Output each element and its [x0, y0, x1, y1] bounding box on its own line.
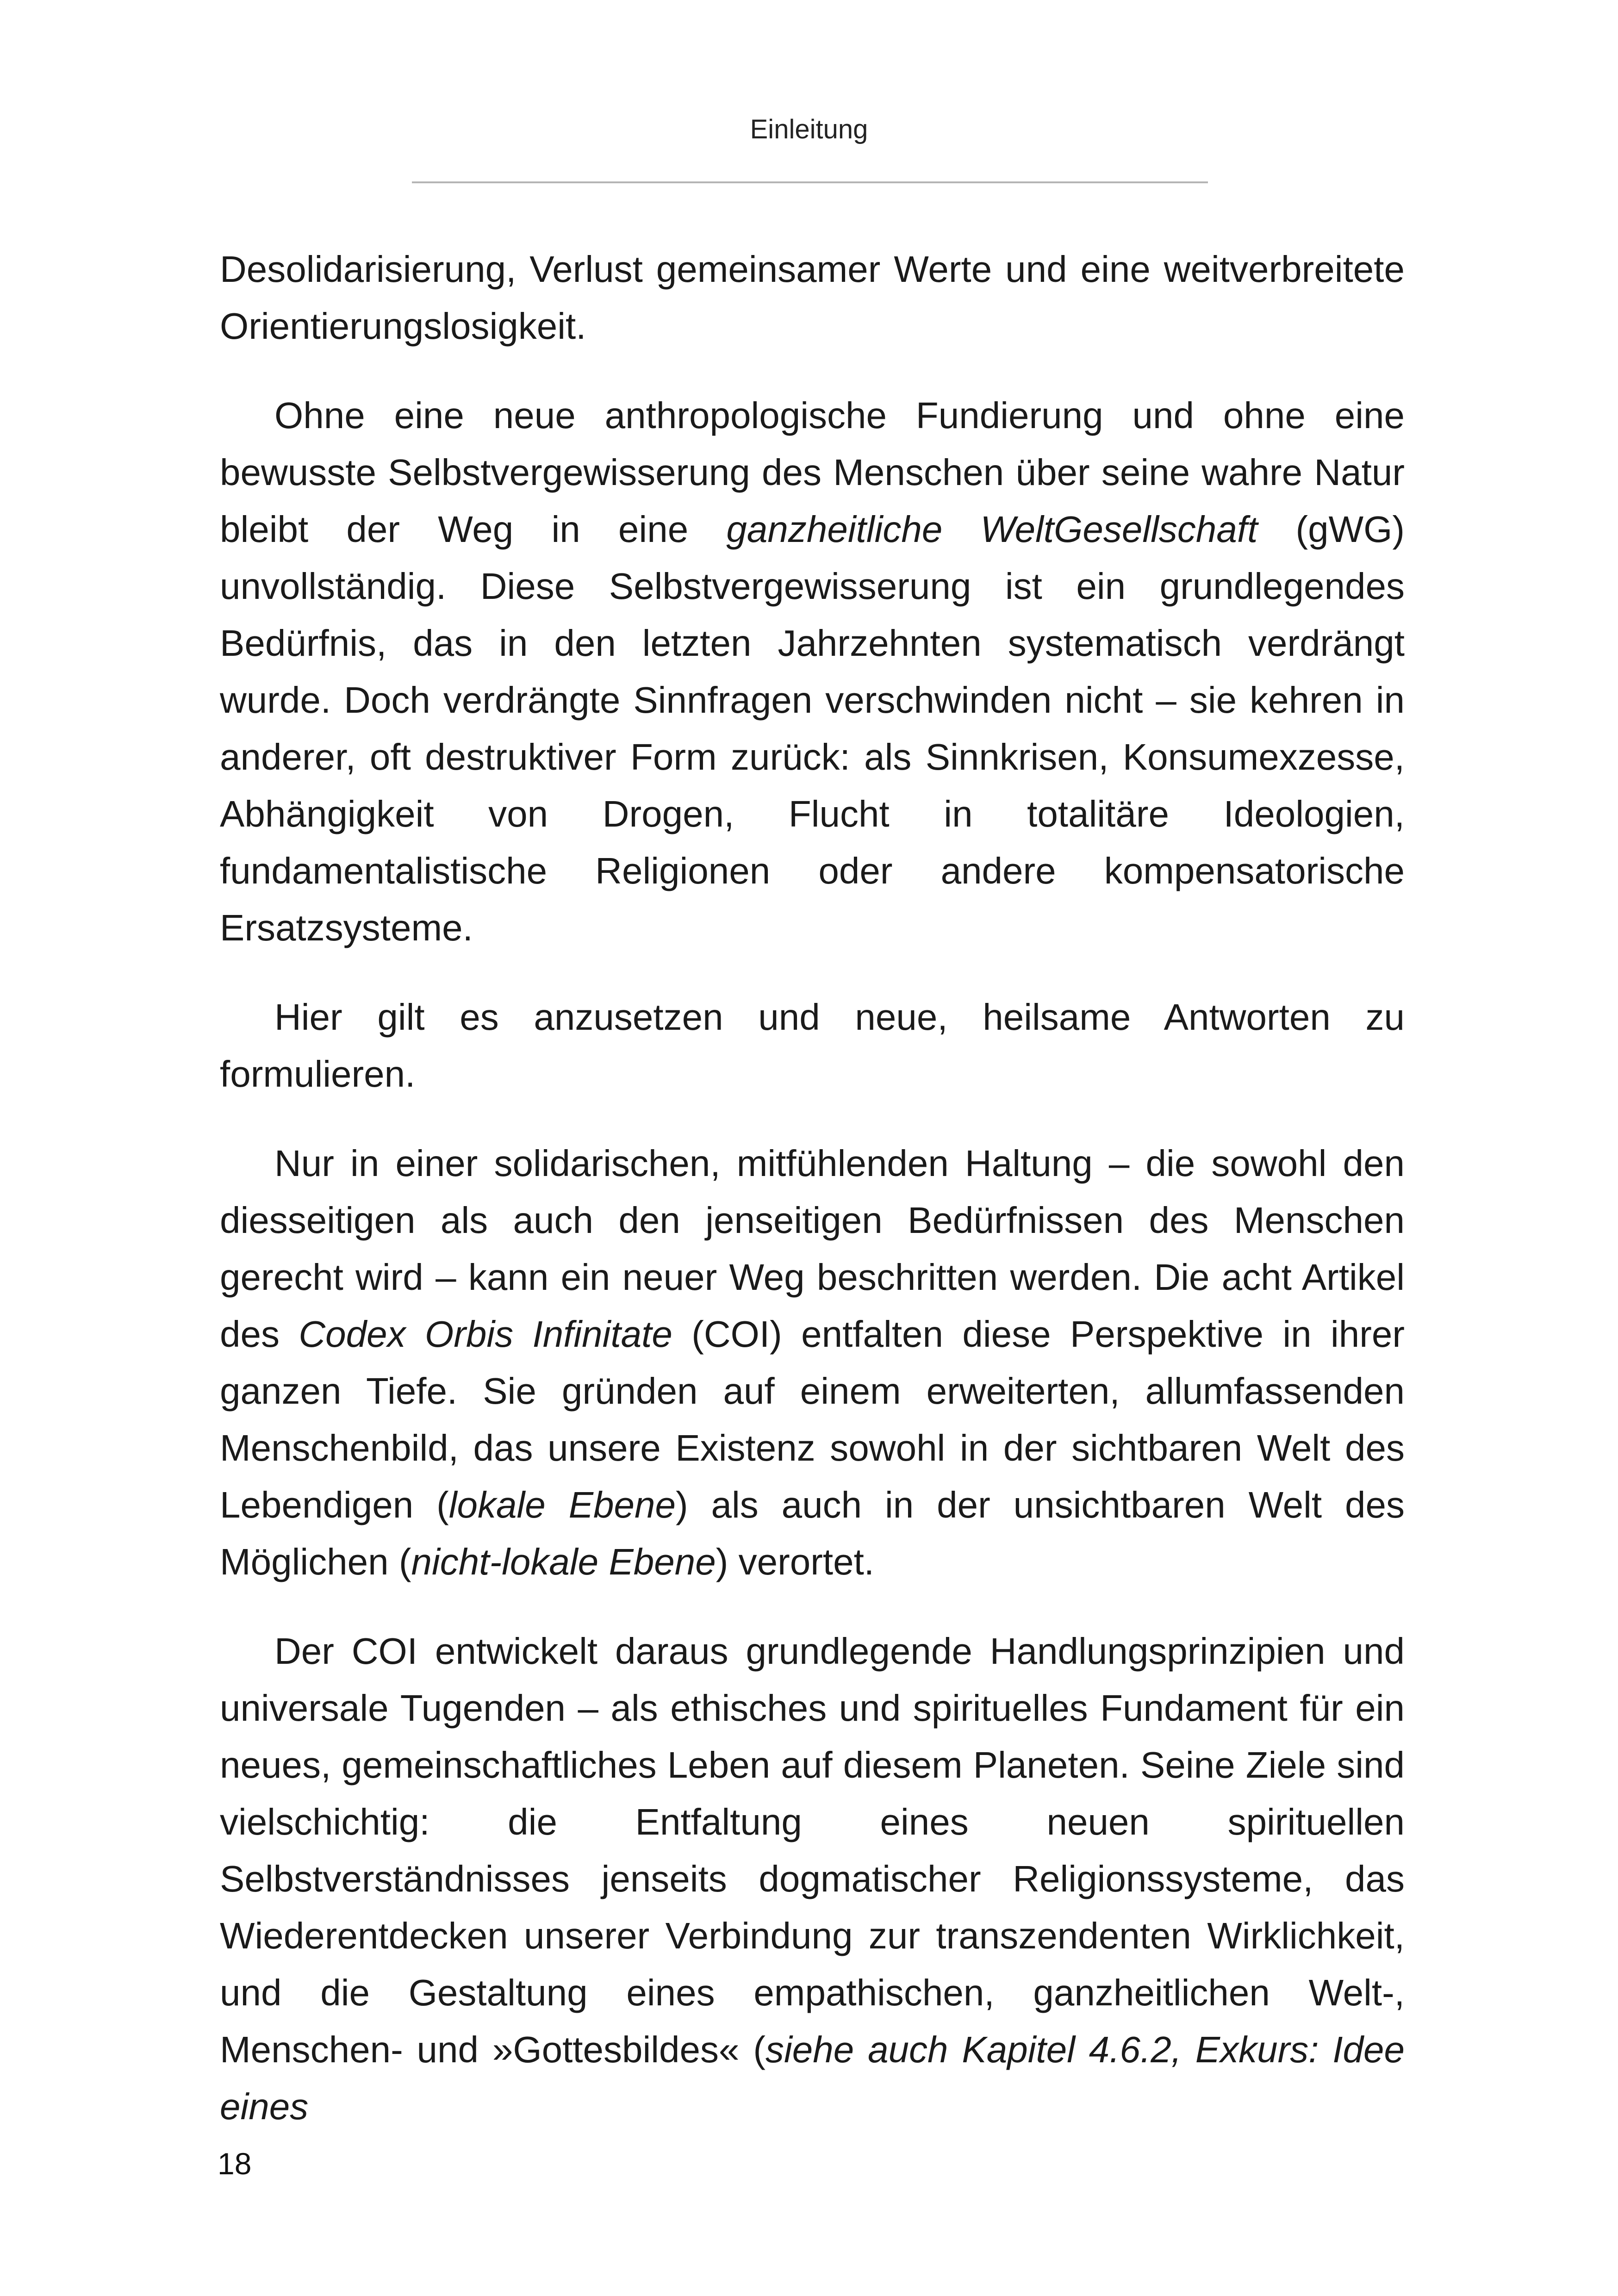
paragraph-2-text-a: Ohne eine neue anthropologische Fundierung und ohne eine bewusste Selbstvergewisserung des Menschen über seine wahre Natur bleibt der Weg in eine [220, 395, 1405, 550]
page-number: 18 [218, 2147, 252, 2181]
paragraph-5 [220, 1623, 1405, 2135]
paragraph-1-text: Desolidarisierung, Verlust gemeinsamer Werte und eine weitverbreitete Orientierungslosigkeit. [220, 249, 1405, 347]
term-lokale-ebene: lokale Ebene [448, 1484, 676, 1525]
paragraph-3-text: Hier gilt es anzusetzen und neue, heilsame Antworten zu formulieren. [220, 996, 1405, 1095]
paragraph-4 [220, 1135, 1405, 1590]
term-ganzheitliche-weltgesellschaft: ganzheitliche WeltGesellschaft [726, 509, 1258, 550]
paragraph-4-text-c: ) als auch in der unsichtbaren Welt des Möglichen ( [220, 1484, 1405, 1582]
term-codex-orbis-infinitate: Codex Orbis Infinitate [299, 1313, 672, 1355]
term-nicht-lokale-ebene: nicht-lokale Ebene [411, 1541, 716, 1582]
paragraph-4-text-a: Nur in einer solidarischen, mitfühlenden Haltung – die sowohl den diesseitigen als auch den jenseitigen Bedürfnissen des Menschen gerecht wird – kann ein neuer Weg beschritten werden. Die acht Artikel des [220, 1143, 1405, 1355]
cross-reference: siehe auch Kapitel 4.6.2, Exkurs: Idee eines [220, 2029, 1405, 2127]
paragraph-2-text-b: (gWG) unvollständig. Diese Selbstvergewisserung ist ein grundlegendes Bedürfnis, das in den letzten Jahrzehnten systematisch verdrängt wurde. Doch verdrängte Sinnfragen verschwinden nicht – sie kehren in anderer, oft destruktiver Form zurück: als Sinnkrisen, Konsumexzesse, Abhängigkeit von Drogen, Flucht in totalitäre Ideologien, fundamentalistische Religionen oder andere kompensatorische Ersatzsysteme. [220, 509, 1405, 948]
paragraph-3 [220, 989, 1405, 1102]
paragraph-4-text-b: (COI) entfalten diese Perspektive in ihrer ganzen Tiefe. Sie gründen auf einem erweiterten, allumfassenden Menschenbild, das unsere Existenz sowohl in der sichtbaren Welt des Lebendigen ( [220, 1313, 1405, 1525]
running-header: Einleitung [750, 114, 868, 144]
paragraph-2 [220, 387, 1405, 956]
paragraph-4-text-d: ) verortet. [716, 1541, 875, 1582]
header-divider [412, 181, 1208, 183]
paragraph-1 [220, 241, 1405, 355]
body-text [220, 241, 1405, 2135]
paragraph-5-text-a: Der COI entwickelt daraus grundlegende Handlungsprinzipien und universale Tugenden – als ethisches und spirituelles Fundament für ein neues, gemeinschaftliches Leben auf diesem Planeten. Seine Ziele sind vielschichtig: die Entfaltung eines neuen spirituellen Selbstverständnisses jenseits dogmatischer Religionssysteme, das Wiederentdecken unserer Verbindung zur transzendenten Wirklichkeit, und die Gestaltung eines empathischen, ganzheitlichen Welt-, Menschen- und »Gottesbildes« ( [220, 1630, 1405, 2070]
